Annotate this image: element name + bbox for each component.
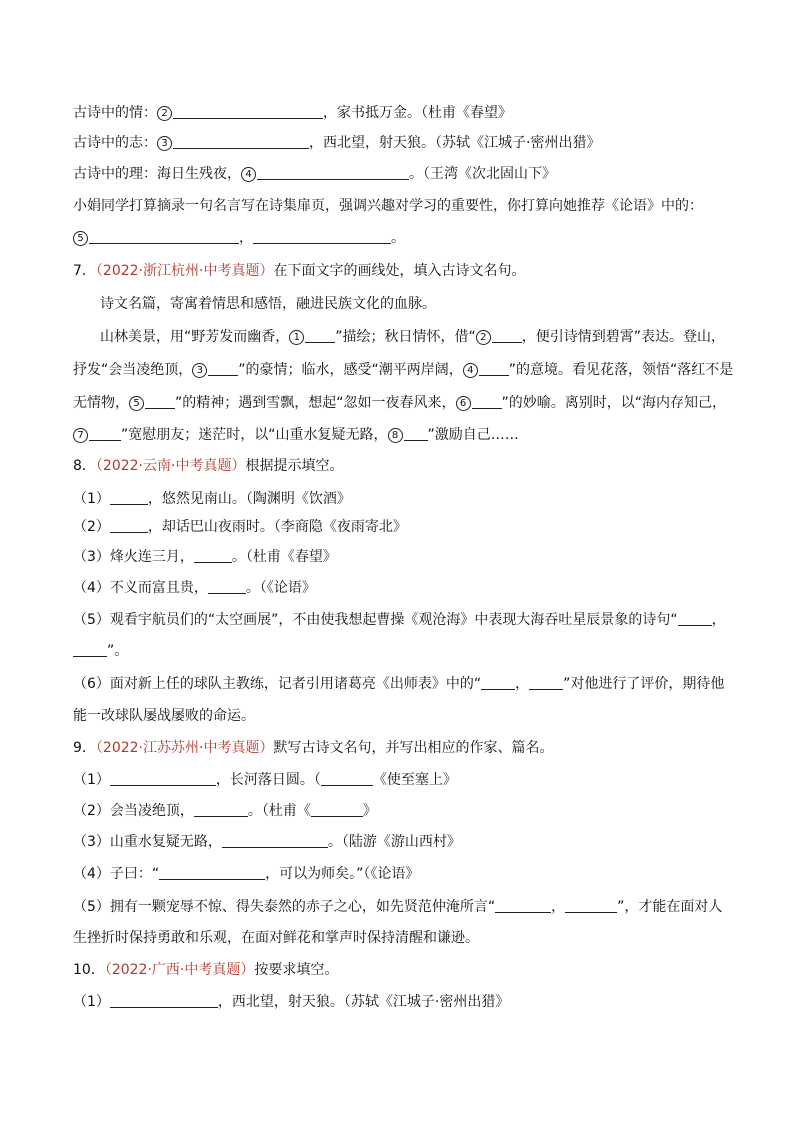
q8-item-1: （1） ，悠然见南山。（陶渊明《饮酒》 bbox=[73, 491, 351, 507]
answer-blank[interactable] bbox=[404, 426, 428, 441]
q10-header: 10．（2022·广西·中考真题）按要求填空。 bbox=[73, 962, 339, 978]
question-source: （2022·云南·中考真题） bbox=[95, 458, 246, 474]
q6-line-3: 古诗中的理：海日生残夜， 4 。（王湾《次北固山下》 bbox=[73, 166, 556, 182]
circle-number: 5 bbox=[73, 231, 88, 246]
q7-paragraph-2-line-2: 抒发“会当凌绝顶， 3 ”的豪情；临水，感受“潮平两岸阔， 4 ”的意境。看见花落，领悟“落红不是 bbox=[73, 362, 734, 378]
circle-number: 4 bbox=[463, 363, 478, 378]
q10-item-1: （1） ，西北望，射天狼。（苏轼《江城子·密州出猎》 bbox=[73, 994, 510, 1010]
answer-blank[interactable] bbox=[311, 802, 363, 817]
answer-blank[interactable] bbox=[305, 328, 335, 343]
circle-number: 1 bbox=[289, 330, 304, 345]
answer-blank[interactable] bbox=[479, 361, 509, 376]
answer-blank[interactable] bbox=[321, 771, 373, 786]
circle-number: 3 bbox=[157, 136, 172, 151]
answer-blank[interactable] bbox=[472, 394, 502, 409]
q6-line-1: 古诗中的情： 2 ，家书抵万金。（杜甫《春望》 bbox=[73, 105, 512, 121]
answer-blank[interactable] bbox=[208, 579, 246, 594]
q7-paragraph-1: 诗文名篇，寄寓着情思和感悟，融进民族文化的血脉。 bbox=[100, 296, 436, 312]
answer-blank[interactable] bbox=[110, 490, 148, 505]
q8-item-4: （4）不义而富且贵， 。（《论语》 bbox=[73, 580, 316, 596]
circle-number: 6 bbox=[456, 396, 471, 411]
q6-line-5: 5 ， 。 bbox=[73, 228, 754, 248]
circle-number: 7 bbox=[73, 428, 88, 443]
q7-paragraph-2-line-1: 山林美景，用“野芳发而幽香， 1 ”描绘；秋日情怀，借“ 2 ，便引诗情到碧霄”表达。登山， bbox=[100, 329, 726, 345]
answer-blank[interactable] bbox=[89, 229, 239, 244]
answer-blank[interactable] bbox=[110, 993, 218, 1008]
question-source: （2022·江苏苏州·中考真题） bbox=[95, 740, 274, 756]
answer-blank[interactable] bbox=[173, 134, 309, 149]
answer-blank[interactable] bbox=[89, 426, 121, 441]
answer-blank[interactable] bbox=[495, 898, 551, 913]
circle-number: 4 bbox=[241, 167, 256, 182]
q6-line-4: 小娟同学打算摘录一句名言写在诗集扉页，强调兴趣对学习的重要性，你打算向她推荐《论语》中的： bbox=[73, 198, 703, 214]
circle-number: 3 bbox=[192, 363, 207, 378]
answer-blank[interactable] bbox=[481, 675, 515, 690]
answer-blank[interactable] bbox=[492, 328, 522, 343]
q9-item-5: （5）拥有一颗宠辱不惊、得失泰然的赤子之心，如先贤范仲淹所言“ ， ”，才能在面对人 bbox=[73, 899, 723, 915]
q7-paragraph-2-line-4: 7 ”宽慰朋友；迷茫时，以“山重水复疑无路， 8 ”激励自己…… bbox=[73, 425, 754, 445]
q9-item-4: （4）子曰：“ ，可以为师矣。”（《论语》 bbox=[73, 866, 420, 882]
answer-blank[interactable] bbox=[173, 104, 323, 119]
question-source: （2022·广西·中考真题） bbox=[104, 962, 255, 978]
q8-item-6-cont: 能一改球队屡战屡败的命运。 bbox=[73, 708, 255, 724]
circle-number: 8 bbox=[388, 428, 403, 443]
answer-blank[interactable] bbox=[194, 548, 232, 563]
q9-item-5-cont: 生挫折时保持勇敢和乐观，在面对鲜花和掌声时保持清醒和谦逊。 bbox=[73, 930, 479, 946]
q8-item-5-cont: ”。 bbox=[73, 641, 754, 661]
answer-blank[interactable] bbox=[110, 518, 148, 533]
answer-blank[interactable] bbox=[208, 361, 238, 376]
answer-blank[interactable] bbox=[145, 394, 175, 409]
circle-number: 2 bbox=[476, 330, 491, 345]
q6-line-2: 古诗中的志： 3 ，西北望，射天狼。（苏轼《江城子·密州出猎》 bbox=[73, 135, 601, 151]
q9-item-2: （2）会当凌绝顶， 。（杜甫《 》 bbox=[73, 803, 377, 819]
q8-item-2: （2） ，却话巴山夜雨时。（李商隐《夜雨寄北》 bbox=[73, 519, 407, 535]
answer-blank[interactable] bbox=[565, 898, 617, 913]
answer-blank[interactable] bbox=[529, 675, 563, 690]
q9-header: 9．（2022·江苏苏州·中考真题）默写古诗文名句，并写出相应的作家、篇名。 bbox=[73, 740, 554, 756]
q7-paragraph-2-line-3: 无情物， 5 ”的精神；遇到雪飘，想起“忽如一夜春风来， 6 ”的妙喻。离别时，以“海内存知己， bbox=[73, 395, 727, 411]
q8-item-6: （6）面对新上任的球队主教练，记者引用诸葛亮《出师表》中的“ ， ”对他进行了评价，期待他 bbox=[73, 676, 725, 692]
answer-blank[interactable] bbox=[159, 865, 265, 880]
circle-number: 5 bbox=[129, 396, 144, 411]
q9-item-1: （1） ，长河落日圆。（ 《使至塞上》 bbox=[73, 772, 457, 788]
circle-number: 2 bbox=[157, 106, 172, 121]
q7-header: 7．（2022·浙江杭州·中考真题）在下面文字的画线处，填入古诗文名句。 bbox=[73, 263, 526, 279]
answer-blank[interactable] bbox=[194, 802, 248, 817]
q8-item-3: （3）烽火连三月， 。（杜甫《春望》 bbox=[73, 549, 337, 565]
answer-blank[interactable] bbox=[110, 771, 216, 786]
question-source: （2022·浙江杭州·中考真题） bbox=[95, 263, 274, 279]
answer-blank[interactable] bbox=[73, 642, 107, 657]
q9-item-3: （3）山重水复疑无路， 。（陆游《游山西村》 bbox=[73, 834, 461, 850]
answer-blank[interactable] bbox=[222, 833, 328, 848]
answer-blank[interactable] bbox=[257, 165, 409, 180]
q8-item-5: （5）观看宇航员们的“太空画展”，不由使我想起曹操《观沧海》中表现大海吞吐星辰景象的诗句“ ， bbox=[73, 612, 726, 628]
answer-blank[interactable] bbox=[253, 229, 391, 244]
q8-header: 8．（2022·云南·中考真题）根据提示填空。 bbox=[73, 458, 344, 474]
answer-blank[interactable] bbox=[678, 611, 712, 626]
